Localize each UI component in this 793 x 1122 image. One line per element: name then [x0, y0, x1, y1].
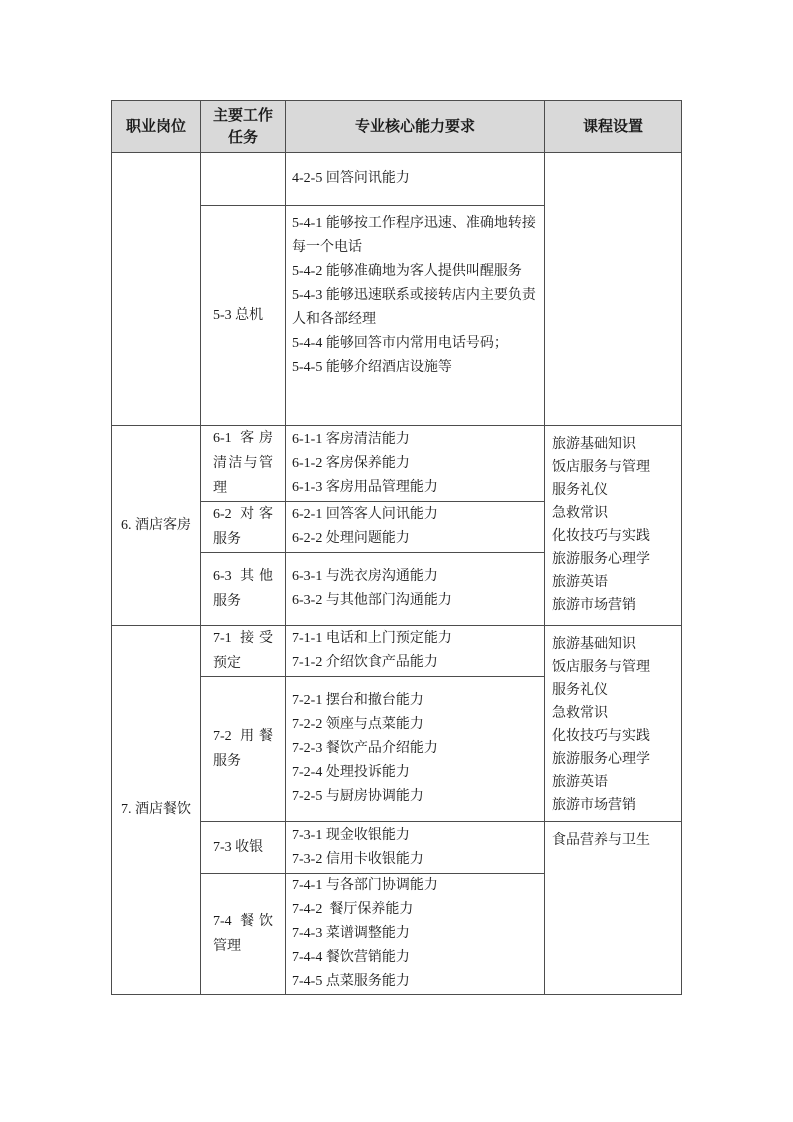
cell-task-5-3: 5-3 总机	[201, 206, 286, 426]
cell-courses-s5-empty	[545, 153, 682, 426]
cell-abilities-7-2	[286, 677, 545, 822]
ability-line: 7-4-5 点菜服务能力	[292, 974, 410, 989]
ability-line: 7-2-3 餐饮产品介绍能力	[292, 741, 438, 756]
course-line: 食品营养与卫生	[552, 833, 650, 848]
cell-position-s5-empty	[112, 153, 201, 426]
header-cell-position: 职业岗位	[112, 101, 201, 153]
header-cell-tasks: 主要工作任务	[201, 101, 286, 153]
course-line: 旅游基础知识	[552, 437, 636, 452]
table-header-row	[112, 101, 682, 153]
table-row	[112, 626, 682, 677]
cell-courses-7-bottom	[545, 822, 682, 995]
ability-line: 7-4-3 菜谱调整能力	[292, 926, 410, 941]
cell-task-6-3: 6-3 其他服务	[201, 553, 286, 626]
course-line: 旅游市场营销	[552, 598, 636, 613]
course-line: 旅游英语	[552, 775, 608, 790]
course-line: 旅游英语	[552, 575, 608, 590]
ability-line: 7-3-2 信用卡收银能力	[292, 851, 424, 867]
course-line: 旅游基础知识	[552, 637, 636, 652]
cell-abilities-4-2	[286, 153, 545, 206]
ability-line: 6-2-2 处理问题能力	[292, 531, 410, 546]
cell-task-s5-empty	[201, 153, 286, 206]
course-line: 服务礼仪	[552, 483, 608, 498]
cell-courses-7-top	[545, 626, 682, 822]
ability-line: 6-3-2 与其他部门沟通能力	[292, 593, 452, 608]
ability-line: 6-3-1 与洗衣房沟通能力	[292, 569, 438, 584]
cell-courses-6	[545, 426, 682, 626]
ability-line: 7-4-1 与各部门协调能力	[292, 878, 438, 893]
cell-task-7-2: 7-2 用餐服务	[201, 677, 286, 822]
cell-task-6-2: 6-2 对客服务	[201, 502, 286, 553]
ability-line: 6-2-1 回答客人问讯能力	[292, 507, 438, 522]
curriculum-table	[111, 100, 682, 995]
course-line: 化妆技巧与实践	[552, 529, 650, 544]
cell-task-7-1: 7-1 接受预定	[201, 626, 286, 677]
cell-position-7: 7. 酒店餐饮	[112, 626, 201, 995]
ability-line: 5-4-2 能够准确地为客人提供叫醒服务	[292, 264, 522, 279]
ability-line: 7-2-4 处理投诉能力	[292, 765, 410, 780]
ability-line: 7-1-2 介绍饮食产品能力	[292, 655, 438, 670]
ability-line: 4-2-5 回答问讯能力	[292, 171, 410, 186]
cell-abilities-5-4	[286, 206, 545, 426]
ability-line: 7-2-5 与厨房协调能力	[292, 789, 424, 804]
ability-line: 6-1-2 客房保养能力	[292, 455, 410, 471]
header-cell-abilities: 专业核心能力要求	[286, 101, 545, 153]
course-line: 急救常识	[552, 506, 608, 521]
ability-line: 5-4-4 能够回答市内常用电话号码；	[292, 336, 508, 351]
course-line: 旅游服务心理学	[552, 552, 650, 567]
ability-line: 5-4-1 能够按工作程序迅速、准确地转接每一个电话	[292, 216, 536, 255]
ability-line: 5-4-5 能够介绍酒店设施等	[292, 360, 452, 375]
course-line: 急救常识	[552, 706, 608, 721]
cell-task-6-1: 6-1 客房清洁与管理	[201, 426, 286, 502]
table-row	[112, 426, 682, 502]
cell-abilities-7-3	[286, 822, 545, 874]
cell-task-7-4: 7-4 餐饮管理	[201, 874, 286, 995]
cell-abilities-6-2	[286, 502, 545, 553]
cell-task-7-3: 7-3 收银	[201, 822, 286, 874]
course-line: 饭店服务与管理	[552, 660, 650, 675]
course-line: 旅游市场营销	[552, 798, 636, 813]
cell-abilities-7-1	[286, 626, 545, 677]
ability-line: 7-4-2 餐厅保养能力	[292, 902, 414, 917]
ability-line: 7-3-1 现金收银能力	[292, 827, 410, 843]
ability-line: 7-2-2 领座与点菜能力	[292, 717, 424, 732]
course-line: 服务礼仪	[552, 683, 608, 698]
cell-abilities-7-4	[286, 874, 545, 995]
ability-line: 7-1-1 电话和上门预定能力	[292, 631, 452, 646]
header-cell-courses: 课程设置	[545, 101, 682, 153]
ability-line: 7-2-1 摆台和撤台能力	[292, 693, 424, 708]
cell-position-6: 6. 酒店客房	[112, 426, 201, 626]
course-line: 化妆技巧与实践	[552, 729, 650, 744]
course-line: 旅游服务心理学	[552, 752, 650, 767]
table-row	[112, 153, 682, 206]
cell-abilities-6-1	[286, 426, 545, 502]
ability-line: 7-4-4 餐饮营销能力	[292, 950, 410, 965]
course-line: 饭店服务与管理	[552, 460, 650, 475]
ability-line: 6-1-3 客房用品管理能力	[292, 479, 438, 495]
ability-line: 6-1-1 客房清洁能力	[292, 431, 410, 447]
ability-line: 5-4-3 能够迅速联系或接转店内主要负责人和各部经理	[292, 288, 536, 327]
cell-abilities-6-3	[286, 553, 545, 626]
